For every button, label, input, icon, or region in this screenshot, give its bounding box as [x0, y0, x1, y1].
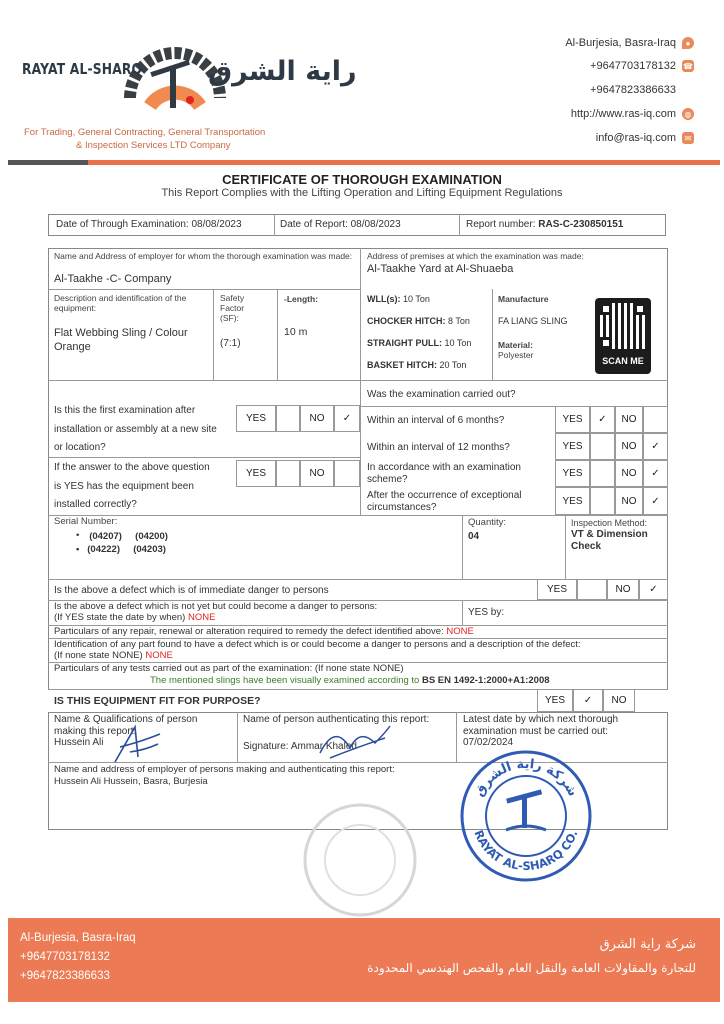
- next-exam-date: Latest date by which next thorough examination must be carried out: 07/02/2024: [463, 714, 619, 748]
- scheme-yes-box[interactable]: [590, 460, 615, 487]
- footer-phone-2: +9647823386633: [20, 970, 110, 982]
- exceptional-yes-box[interactable]: [590, 487, 615, 515]
- material-label: Material:: [498, 340, 533, 350]
- header-phone-2: +9647823386633: [590, 84, 676, 96]
- scheme-no-check[interactable]: ✓: [643, 460, 668, 487]
- author-signature: [110, 722, 165, 767]
- exceptional-no[interactable]: NO: [615, 487, 643, 515]
- scheme-no[interactable]: NO: [615, 460, 643, 487]
- certificate-subtitle: This Report Complies with the Lifting Operation and Lifting Equipment Regulations: [161, 187, 563, 199]
- footer-company-ar: شركة راية الشرق: [599, 937, 696, 952]
- tagline-line-1: For Trading, General Contracting, General Transportation: [24, 127, 266, 138]
- exceptional-yes[interactable]: YES: [555, 487, 590, 515]
- exceptional-circumstances: After the occurrence of exceptional circumstances?: [367, 490, 522, 513]
- footer-services-ar: للتجارة والمقاولات العامة والنقل العام والفحص الهندسي المحدودة: [367, 961, 696, 975]
- future-danger-question: Is the above a defect which is not yet but could become a danger to persons: (If YES state the date by when) NONE: [54, 601, 378, 623]
- employer-label: Name and Address of employer for whom the thorough examination was made:: [54, 251, 353, 261]
- header-divider-dark: [8, 160, 88, 165]
- installed-yes-box[interactable]: [276, 460, 300, 487]
- fit-yes[interactable]: YES: [537, 689, 573, 712]
- scheme-yes[interactable]: YES: [555, 460, 590, 487]
- twelve-months-yes-box[interactable]: [590, 433, 615, 460]
- first-exam-yes[interactable]: YES: [236, 405, 276, 432]
- premises-label: Address of premises at which the examination was made:: [367, 251, 584, 261]
- mail-icon: ✉: [682, 132, 694, 144]
- equipment-desc-value-2: Orange: [54, 341, 91, 353]
- qr-finder-tr: [634, 303, 646, 315]
- immediate-danger-no[interactable]: NO: [607, 579, 639, 600]
- location-pin-icon: ●: [682, 37, 694, 49]
- immediate-danger-yes[interactable]: YES: [537, 579, 577, 600]
- exam-carried-label: Was the examination carried out?: [367, 389, 516, 400]
- yes-by-label: YES by:: [468, 607, 505, 618]
- serial-row-1: (04207) (04200): [89, 531, 168, 542]
- installed-correctly-question: If the answer to the above question is YES has the equipment been installed correctly?: [54, 462, 210, 510]
- header-email[interactable]: info@ras-iq.com ✉: [596, 132, 694, 144]
- authenticator-label: Name of person authenticating this report:: [243, 714, 430, 725]
- equipment-desc-value-1: Flat Webbing Sling / Colour: [54, 327, 188, 339]
- twelve-months-no[interactable]: NO: [615, 433, 643, 460]
- fit-for-purpose-question: IS THIS EQUIPMENT FIT FOR PURPOSE?: [54, 695, 261, 707]
- footer-phone-1: +9647703178132: [20, 951, 110, 963]
- length-value: 10 m: [284, 326, 308, 338]
- interval-12-months: Within an interval of 12 months?: [367, 442, 510, 453]
- material-value: Polyester: [498, 350, 534, 360]
- serial-list: [76, 530, 168, 556]
- inspection-value: VT & Dimension Check: [571, 529, 648, 552]
- installed-no-box[interactable]: [334, 460, 360, 487]
- sf-value: (7:1): [220, 338, 241, 349]
- sf-label-1: Safety: [220, 293, 245, 303]
- six-months-yes-check[interactable]: ✓: [590, 406, 615, 433]
- quantity-label: Quantity:: [468, 517, 507, 528]
- defect-identification: Identification of any part found to have a defect which is or could become a danger to persons and a description of the defect: (If none state NONE) NONE: [54, 639, 581, 661]
- six-months-no-box[interactable]: [643, 406, 668, 433]
- exam-scheme: In accordance with an examination scheme?: [367, 462, 521, 485]
- exam-date: Date of Through Examination: 08/08/2023: [56, 219, 242, 230]
- exceptional-no-check[interactable]: ✓: [643, 487, 668, 515]
- qr-finder-tl: [600, 303, 612, 315]
- fit-no[interactable]: NO: [603, 689, 635, 712]
- signoff-employer: Name and address of employer of persons making and authenticating this report: Hussein Ali Hussein, Basra, Burjesia: [54, 764, 395, 787]
- qr-finder-bl: [600, 337, 612, 349]
- company-name-ar: راية الشرق: [208, 56, 357, 87]
- header-divider: [8, 160, 720, 165]
- footer-band: [8, 918, 720, 1002]
- phone-icon: ☎: [683, 61, 693, 71]
- length-label: -Length:: [284, 294, 318, 304]
- employer-value: Al-Taakhe -C- Company: [54, 273, 172, 285]
- header-phone-1: +9647703178132 ☎: [590, 60, 693, 72]
- qr-code[interactable]: [595, 298, 651, 374]
- authenticator-signature: Signature: Ammar Khaled: [243, 741, 357, 752]
- installed-yes[interactable]: YES: [236, 460, 276, 487]
- twelve-months-yes[interactable]: YES: [555, 433, 590, 460]
- header-website[interactable]: http://www.ras-iq.com ◍: [571, 108, 694, 120]
- six-months-yes[interactable]: YES: [555, 406, 590, 433]
- straight-pull: STRAIGHT PULL: 10 Ton: [367, 338, 472, 348]
- repair-particulars: Particulars of any repair, renewal or alteration required to remedy the defect identified above: NONE: [54, 626, 474, 637]
- certificate-title: CERTIFICATE OF THOROUGH EXAMINATION: [222, 172, 502, 187]
- immediate-danger-no-check[interactable]: ✓: [639, 579, 668, 600]
- report-author: Name & Qualifications of person making this report: Hussein Ali: [54, 714, 198, 748]
- tests-particulars: Particulars of any tests carried out as part of the examination: (If none state NONE): [54, 663, 404, 674]
- first-exam-no-check[interactable]: ✓: [334, 405, 360, 432]
- first-exam-yes-box[interactable]: [276, 405, 300, 432]
- scan-me-label: SCAN ME: [602, 356, 644, 366]
- globe-icon: ◍: [682, 108, 694, 120]
- stamp-text-en: RAYAT AL-SHARQ CO.: [471, 828, 581, 874]
- serial-bullet-1: •: [76, 530, 80, 541]
- watermark-seal: [300, 800, 420, 920]
- wll: WLL(s): 10 Ton: [367, 294, 430, 304]
- inspection-label: Inspection Method:: [571, 518, 648, 528]
- premises-value: Al-Taakhe Yard at Al-Shuaeba: [367, 263, 514, 275]
- serial-label: Serial Number:: [54, 516, 118, 527]
- authenticator-signature-mark: [315, 718, 395, 763]
- sf-label-2: Factor: [220, 303, 245, 313]
- immediate-danger-yes-box[interactable]: [577, 579, 607, 600]
- company-stamp: [458, 748, 594, 884]
- twelve-months-no-check[interactable]: ✓: [643, 433, 668, 460]
- interval-6-months: Within an interval of 6 months?: [367, 415, 505, 426]
- quantity-value: 04: [468, 531, 480, 542]
- tagline-line-2: & Inspection Services LTD Company: [76, 140, 231, 151]
- six-months-no[interactable]: NO: [615, 406, 643, 433]
- manufacture-value: FA LIANG SLING: [498, 316, 568, 326]
- tests-result: The mentioned slings have been visually examined according to BS EN 1492-1:2000+A1:2008: [150, 675, 550, 686]
- equipment-desc-label: Description and identification of the equipment:: [54, 293, 187, 313]
- basket-hitch: BASKET HITCH: 20 Ton: [367, 360, 467, 370]
- installed-no[interactable]: NO: [300, 460, 334, 487]
- first-exam-no[interactable]: NO: [300, 405, 334, 432]
- first-exam-question: Is this the first examination after installation or assembly at a new site or location?: [54, 405, 217, 453]
- report-number: Report number: RAS-C-230850151: [466, 219, 624, 230]
- stamp-text-ar: شركة راية الشرق: [471, 756, 581, 800]
- footer-address: Al-Burjesia, Basra-Iraq: [20, 932, 136, 944]
- company-name-en: RAYAT AL-SHARQ: [22, 60, 143, 78]
- immediate-danger-question: Is the above a defect which is of immediate danger to persons: [54, 585, 329, 596]
- choker-hitch: CHOCKER HITCH: 8 Ton: [367, 316, 470, 326]
- header-address: Al-Burjesia, Basra-Iraq ●: [565, 37, 694, 49]
- serial-row-2: • (04222) (04203): [76, 544, 166, 555]
- fit-yes-check[interactable]: ✓: [573, 689, 603, 712]
- manufacture-label: Manufacture: [498, 294, 549, 304]
- sf-label-3: (SF):: [220, 313, 239, 323]
- report-date: Date of Report: 08/08/2023: [280, 219, 401, 230]
